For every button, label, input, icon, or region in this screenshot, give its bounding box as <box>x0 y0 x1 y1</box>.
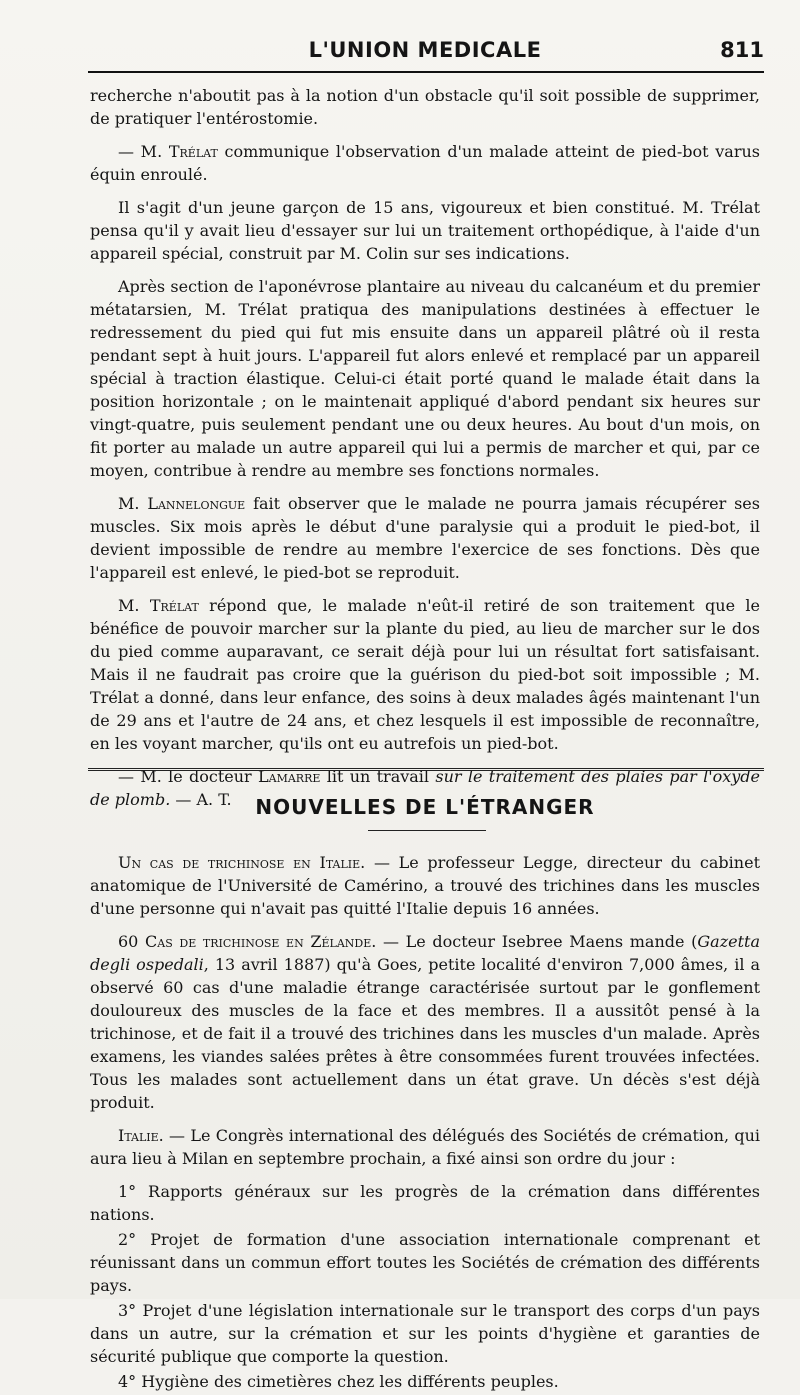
paragraph-text: lit un travail <box>320 767 436 786</box>
header-rule <box>88 71 764 73</box>
paragraph-text: — M. le docteur <box>118 767 259 786</box>
agenda-item-3: 3° Projet d'une législation internationale sur le transport des corps d'un pays dans un autre, sur la crémation et sur les points d'hygiène et garanties de sécurité publique que comporte la question. <box>90 1301 760 1366</box>
news-item-italy-cremation <box>90 1124 760 1170</box>
news-text: — Le Congrès international des délégués des Sociétés de crémation, qui aura lieu à Milan en septembre prochain, a fixé ainsi son ordre du jour : <box>90 1126 760 1168</box>
news-text: — Le professeur Legge, directeur du cabinet anatomique de l'Université de Camérino, a trouvé des trichines dans les muscles d'une personne qui n'avait pas quitté l'Italie depuis 16 années. <box>90 853 760 918</box>
paragraph-treatment: Après section de l'aponévrose plantaire au niveau du calcanéum et du premier métatarsien, M. Trélat pratiqua des manipulations destinées à effectuer le redressement du pied qui fut mis ensuite dans un appareil plâtré où il resta pendant sept à huit jours. L'appareil fut alors enlevé et remplacé par un appareil spécial à traction élastique. Celui-ci était porté quand le malade était dans la position horizontale ; on le maintenait appliqué d'abord pendant six heures sur vingt-quatre, puis seulement pendant une ou deux heures. Au bout d'un mois, on fit porter au malade un autre appareil qui lui a permis de marcher et qui, par ce moyen, contribue à rendre au membre ses fonctions normales. <box>90 277 760 480</box>
work-title: sur le traitement des plaies par l'oxyde de plomb. <box>90 767 761 809</box>
section-title: NOUVELLES DE L'ÉTRANGER <box>255 795 595 819</box>
society-report <box>90 84 760 821</box>
agenda-item-2: 2° Projet de formation d'une association internationale comprenant et réunissant dans un commun effort toutes les Sociétés de crémation des différents pays. <box>90 1230 760 1295</box>
news-item-zeeland-trichinosis <box>90 930 760 1114</box>
paragraph-text: fait observer que le malade ne pourra jamais récupérer ses muscles. Six mois après le début d'une paralysie qui a produit le pied-bot, il devient impossible de rendre au membre l'exercice de ses fonctions. Dès que l'appareil est enlevé, le pied-bot se reproduit. <box>90 494 760 582</box>
news-heading: Un cas de trichinose en Italie. <box>118 853 366 872</box>
paragraph-signature: — A. T. <box>170 790 232 809</box>
news-item-italy-trichinosis <box>90 851 760 920</box>
speaker-name: Lamarre <box>258 767 321 786</box>
running-title: L'UNION MEDICALE <box>308 38 542 62</box>
agenda-item-4: 4° Hygiène des cimetières chez les différents peuples. <box>118 1372 559 1391</box>
title-underline <box>368 830 486 831</box>
paragraph-trelat-reply <box>90 594 760 755</box>
paragraph-text: communique l'observation d'un malade atteint de pied-bot varus équin enroulé. <box>90 142 761 184</box>
paragraph-text: répond que, le malade n'eût-il retiré de son traitement que le bénéfice de pouvoir marcher sur la plante du pied, au lieu de marcher sur le dos du pied comme auparavant, ce serait déjà pour lui un résultat fort satisfaisant. Mais il ne faudrait pas croire que la guérison du pied-bot soit impossible ; M. Trélat a donné, dans leur enfance, des soins à deux malades âgés maintenant l'un de 29 ans et l'autre de 24 ans, et chez lesquels il est impossible de reconnaître, en les voyant marcher, qu'ils ont eu autrefois un pied-bot. <box>90 596 760 753</box>
section-divider <box>88 768 764 771</box>
foreign-news <box>90 851 760 1395</box>
news-heading: Italie. <box>118 1126 164 1145</box>
paragraph-continuation: recherche n'aboutit pas à la notion d'un obstacle qu'il soit possible de supprimer, de pratiquer l'entérostomie. <box>90 86 760 128</box>
paragraph-trelat-communication <box>90 140 760 186</box>
news-text: , 13 avril 1887) qu'à Goes, petite localité d'environ 7,000 âmes, il a observé 60 cas d'une maladie étrange caractérisée surtout par le gonflement douloureux des muscles de la face et des membres. Il a aussitôt pensé à la trichinose, et de fait il a trouvé des trichines dans les muscles d'un malade. Après examens, les viandes salées prêtes à être consommées furent trouvées infectées. Tous les malades sont actuellement dans un état grave. Un décès s'est déjà produit. <box>90 955 761 1112</box>
journal-title: Gazetta degli ospedali <box>90 932 760 974</box>
speaker-name: — M. Trélat <box>118 142 218 161</box>
running-header <box>86 38 764 66</box>
paragraph-lannelongue <box>90 492 760 584</box>
paragraph-case-description: Il s'agit d'un jeune garçon de 15 ans, vigoureux et bien constitué. M. Trélat pensa qu'il y avait lieu d'essayer sur lui un traitement orthopédique, à l'aide d'un appareil spécial, construit par M. Colin sur ses indications. <box>90 198 760 263</box>
page-number: 811 <box>720 38 764 62</box>
news-text: — Le docteur Isebree Maens mande ( <box>376 932 698 951</box>
speaker-name: M. Lannelongue <box>118 494 246 513</box>
speaker-name: M. Trélat <box>118 596 199 615</box>
agenda-item-1: 1° Rapports généraux sur les progrès de la crémation dans différentes nations. <box>90 1182 760 1224</box>
news-heading: 60 Cas de trichinose en Zélande. <box>118 932 377 951</box>
